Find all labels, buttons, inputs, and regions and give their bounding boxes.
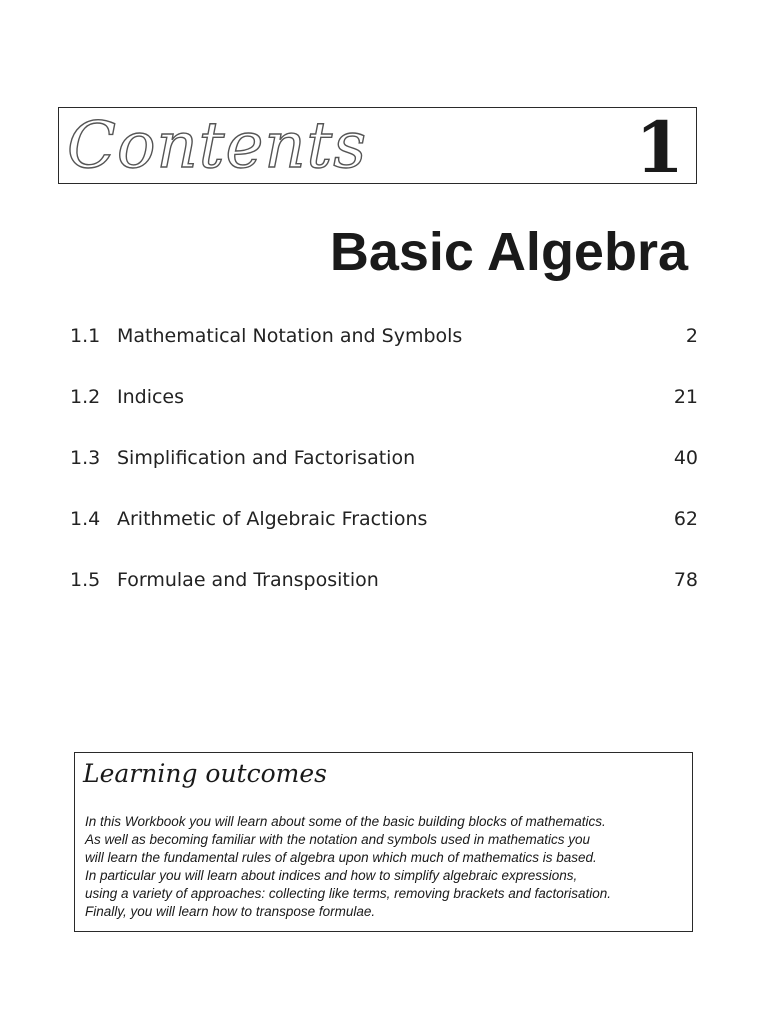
- toc-entry-1-1[interactable]: [70, 320, 698, 381]
- toc-page-number: 40: [673, 447, 698, 469]
- learning-outcomes-line: In particular you will learn about indices and how to simplify algebraic expressions,: [85, 868, 578, 883]
- contents-header-box: [58, 106, 697, 189]
- toc-section-title: Mathematical Notation and Symbols: [117, 325, 463, 347]
- toc-section-number: 1.4: [70, 508, 101, 530]
- toc-section-number: 1.3: [70, 447, 101, 469]
- chapter-number: 1: [635, 106, 684, 189]
- chapter-title: Basic Algebra: [329, 222, 688, 282]
- toc-section-number: 1.2: [70, 386, 101, 408]
- toc-section-title: Indices: [117, 386, 185, 408]
- toc-section-title: Arithmetic of Algebraic Fractions: [117, 508, 428, 530]
- toc-section-title: Simplification and Factorisation: [117, 447, 416, 469]
- learning-outcomes-line: will learn the fundamental rules of algebra upon which much of mathematics is based.: [85, 850, 597, 865]
- learning-outcomes-line: In this Workbook you will learn about some of the basic building blocks of mathematics.: [85, 814, 606, 829]
- toc-page-number: 62: [673, 508, 698, 530]
- learning-outcomes-line: Finally, you will learn how to transpose formulae.: [85, 904, 376, 919]
- toc-page-number: 78: [673, 569, 698, 591]
- toc-entry-1-4[interactable]: [70, 503, 698, 564]
- toc-entry-1-2[interactable]: [70, 381, 698, 442]
- learning-outcomes-line: As well as becoming familiar with the notation and symbols used in mathematics you: [85, 832, 590, 847]
- learning-outcomes-line: using a variety of approaches: collecting like terms, removing brackets and factorisation.: [85, 886, 612, 901]
- table-of-contents: [70, 320, 698, 625]
- learning-outcomes-box: [74, 752, 693, 932]
- toc-page-number: 2: [685, 325, 698, 347]
- toc-entry-1-5[interactable]: [70, 564, 698, 625]
- toc-page-number: 21: [673, 386, 698, 408]
- contents-heading: Contents: [67, 109, 368, 183]
- toc-section-number: 1.1: [70, 325, 101, 347]
- learning-outcomes-text: [85, 813, 687, 921]
- learning-outcomes-title: Learning outcomes: [83, 759, 327, 788]
- toc-entry-1-3[interactable]: [70, 442, 698, 503]
- toc-section-number: 1.5: [70, 569, 101, 591]
- toc-section-title: Formulae and Transposition: [117, 569, 379, 591]
